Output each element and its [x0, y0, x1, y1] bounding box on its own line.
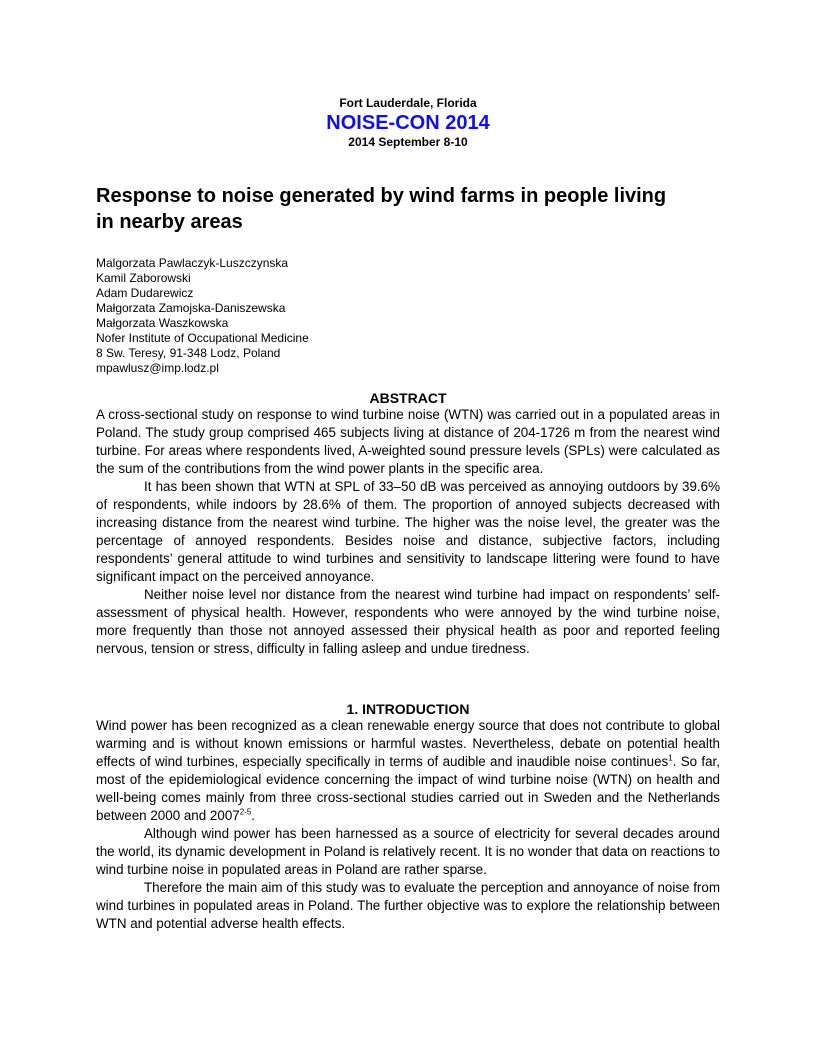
address: 8 Sw. Teresy, 91-348 Lodz, Poland	[96, 346, 281, 360]
introduction-paragraph	[96, 717, 720, 825]
abstract-paragraph: Neither noise level nor distance from the nearest wind turbine had impact on respondents’ self-assessment of physical health. However, respondents who were annoyed by the wind turbine noise, more frequently than those not annoyed assessed their physical health as poor and reported feeling nervous, tension or stress, difficulty in falling asleep and undue tiredness.	[96, 587, 720, 656]
abstract-paragraph: A cross-sectional study on response to wind turbine noise (WTN) was carried out in a populated areas in Poland. The study group comprised 465 subjects living at distance of 204-1726 m from the nearest wind turbine. For areas where respondents lived, A-weighted sound pressure levels (SPLs) were calculated as the sum of the contributions from the wind power plants in the specific area.	[96, 407, 720, 476]
abstract-heading: ABSTRACT	[369, 390, 447, 406]
author-name: Małgorzata Zamojska-Daniszewska	[96, 301, 286, 315]
intro-text-part: .	[251, 808, 256, 823]
author-block	[96, 256, 720, 376]
introduction-paragraph: Although wind power has been harnessed as a source of electricity for several decades around the world, its dynamic development in Poland is relatively recent. It is no wonder that data on reactions to wind turbine noise in populated areas in Poland are rather sparse.	[96, 826, 720, 877]
author-name: Małgorzata Waszkowska	[96, 316, 229, 330]
introduction-paragraph: Therefore the main aim of this study was to evaluate the perception and annoyance of noise from wind turbines in populated areas in Poland. The further objective was to explore the relationship between WTN and potential adverse health effects.	[96, 880, 720, 931]
paper-title	[96, 183, 720, 235]
author-name: Kamil Zaborowski	[96, 271, 191, 285]
conference-location: Fort Lauderdale, Florida	[339, 96, 477, 110]
introduction-body	[96, 717, 720, 933]
affiliation: Nofer Institute of Occupational Medicine	[96, 331, 309, 345]
email: mpawlusz@imp.lodz.pl	[96, 361, 219, 375]
author-name: Adam Dudarewicz	[96, 286, 194, 300]
citation-superscript: 1	[668, 753, 673, 763]
introduction-heading: 1. INTRODUCTION	[346, 701, 470, 717]
paper-title-line-2: in nearby areas	[96, 211, 243, 233]
abstract-body	[96, 406, 720, 658]
conference-dates: 2014 September 8-10	[348, 135, 468, 149]
intro-text-part: . So far, most of the epidemiological evidence concerning the impact of wind turbine noise (WTN) on health and well-being comes mainly from three cross-sectional studies carried out in Sweden and the Netherlands between 2000 and 2007	[96, 754, 720, 823]
citation-superscript: 2-5	[239, 807, 252, 817]
conference-name: NOISE-CON 2014	[326, 112, 490, 134]
author-name: Malgorzata Pawlaczyk-Luszczynska	[96, 256, 289, 270]
abstract-paragraph: It has been shown that WTN at SPL of 33–50 dB was perceived as annoying outdoors by 39.6% of respondents, while indoors by 28.6% of them. The proportion of annoyed subjects decreased with increasing distance from the nearest wind turbine. The higher was the noise level, the greater was the percentage of annoyed respondents. Besides noise and distance, subjective factors, including respondents’ general attitude to wind turbines and sensitivity to landscape littering were found to have significant impact on the perceived annoyance.	[96, 479, 720, 584]
intro-text-part: Wind power has been recognized as a clean renewable energy source that does not contribute to global warming and is without known emissions or harmful wastes. Nevertheless, debate on potential health effects of wind turbines, especially specifically in terms of audible and inaudible noise continues	[96, 718, 720, 769]
paper-title-line-1: Response to noise generated by wind farms in people living	[96, 185, 667, 207]
